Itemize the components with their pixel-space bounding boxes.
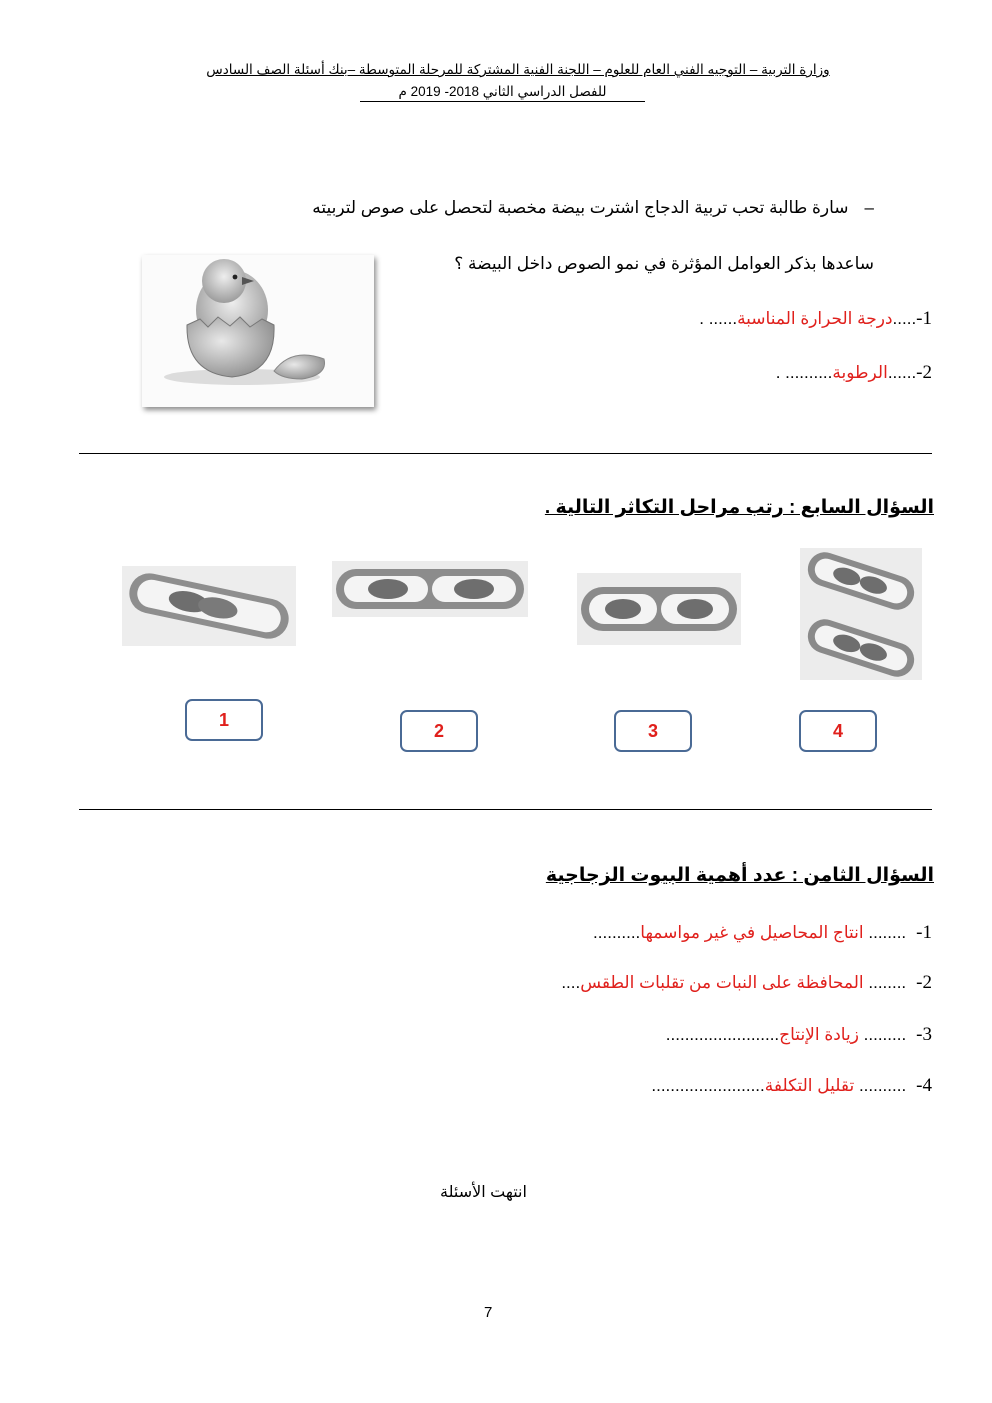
bacteria-stage-2-icon	[332, 561, 528, 617]
answer-text: المحافظة على النبات من تقلبات الطقس	[580, 973, 864, 992]
chick-hatching-image	[142, 255, 374, 407]
order-box-3[interactable]: 3	[614, 710, 692, 752]
q8-answer-2: 2-........ المحافظة على النبات من تقلبات الطقس....	[561, 972, 932, 993]
end-of-questions: انتهت الأسئلة	[440, 1184, 527, 1201]
bacteria-stage-4-icon	[800, 548, 922, 680]
q6-prompt-line1: –سارة طالبة تحب تربية الدجاج اشترت بيضة مخصبة لتحصل على صوص لتربيته	[312, 198, 874, 217]
page-number: 7	[484, 1304, 493, 1321]
header-title: وزارة التربية – التوجيه الفني العام للعلوم – اللجنة الفنية المشتركة للمرحلة المتوسطة –بنك أسئلة الصف السادس	[206, 62, 830, 77]
order-box-2[interactable]: 2	[400, 710, 478, 752]
order-box-4[interactable]: 4	[799, 710, 877, 752]
bacteria-stage-1-icon	[122, 566, 296, 646]
q6-prompt-line2: ساعدها بذكر العوامل المؤثرة في نمو الصوص داخل البيضة ؟	[454, 254, 874, 273]
bacteria-stage-3-icon	[577, 573, 741, 645]
answer-text: الرطوبة	[832, 363, 888, 382]
q8-answer-3: 3-......... زيادة الإنتاج........................	[665, 1024, 932, 1045]
divider	[79, 453, 932, 454]
header-term: للفصل الدراسي الثاني 2018- 2019 م	[360, 84, 645, 102]
answer-text: تقليل التكلفة	[764, 1076, 855, 1095]
q8-answer-4: 4-.......... تقليل التكلفة........................	[651, 1075, 932, 1096]
chick-hatching-from-egg-icon	[142, 255, 374, 407]
q7-title: السؤال السابع : رتب مراحل التكاثر التالية .	[544, 497, 934, 518]
q8-title: السؤال الثامن : عدد أهمية البيوت الزجاجية	[545, 865, 934, 886]
q8-answer-1: 1-........ انتاج المحاصيل في غير مواسمها..........	[593, 922, 932, 943]
dash-bullet: –	[864, 198, 874, 217]
q6-answer-1: 1-.....درجة الحرارة المناسبة...... .	[699, 308, 932, 329]
answer-text: درجة الحرارة المناسبة	[737, 309, 893, 328]
answer-text: زيادة الإنتاج	[779, 1025, 859, 1044]
q6-answer-2: 2-......الرطوبة.......... .	[775, 362, 932, 383]
order-box-1[interactable]: 1	[185, 699, 263, 741]
divider	[79, 809, 932, 810]
answer-text: انتاج المحاصيل في غير مواسمها	[640, 923, 864, 942]
